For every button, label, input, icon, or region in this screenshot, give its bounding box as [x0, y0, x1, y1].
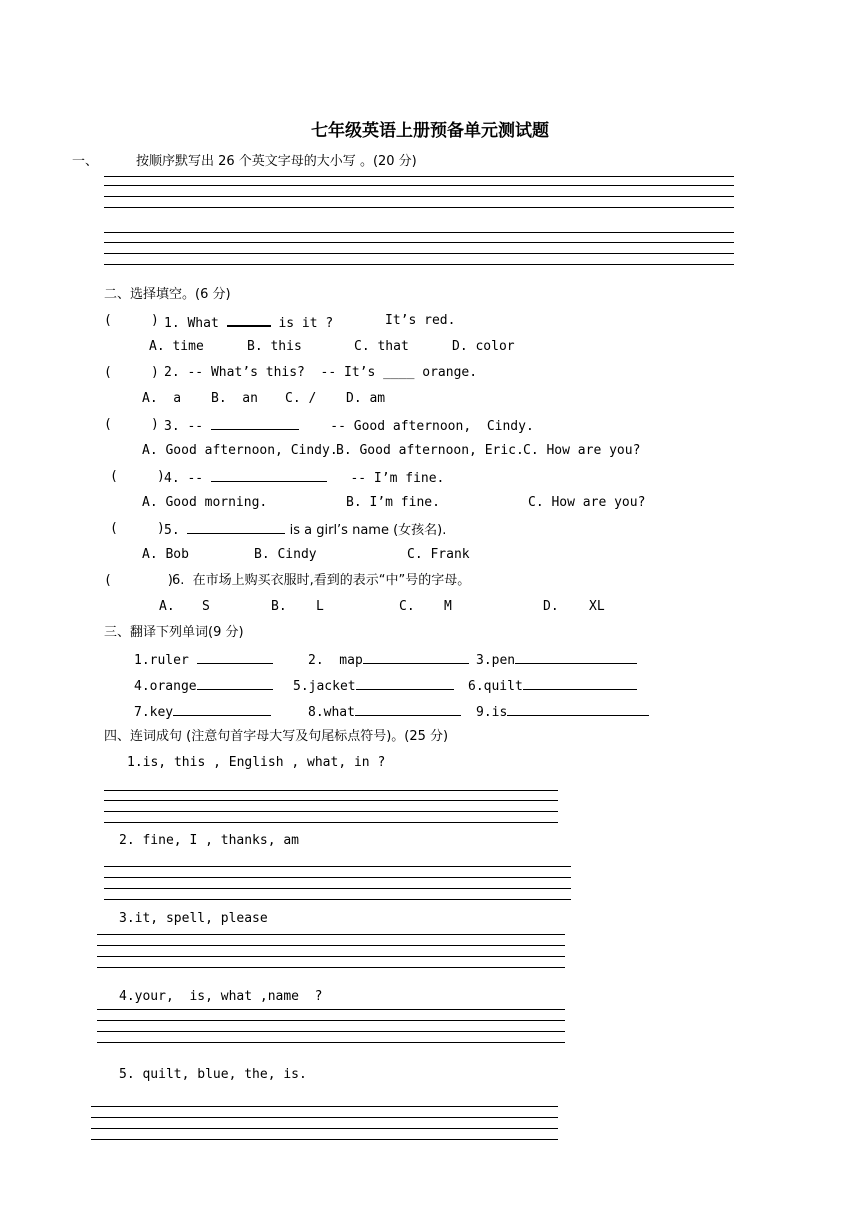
option: A. Good morning.	[142, 495, 268, 510]
answer-line	[104, 790, 558, 791]
option: B. this	[247, 339, 302, 354]
answer-line	[104, 185, 734, 186]
answer-paren: ( )	[104, 573, 175, 588]
fill-blank	[355, 703, 461, 716]
answer-paren: ( )	[110, 521, 165, 536]
option: B. I’m fine.	[346, 495, 440, 510]
option: A. a	[142, 391, 182, 406]
answer-line	[104, 242, 734, 243]
answer-line	[91, 1128, 558, 1129]
answer-line	[104, 888, 571, 889]
option: C. that	[354, 339, 409, 354]
answer-paren: ( )	[110, 469, 165, 484]
answer-paren: ( )	[104, 417, 159, 432]
answer-line	[97, 956, 565, 957]
option-value: L	[316, 599, 324, 614]
fill-blank	[227, 313, 271, 327]
question-1-answer: It’s red.	[385, 313, 456, 328]
option: D. color	[452, 339, 515, 354]
answer-line	[104, 176, 734, 177]
fill-blank	[197, 677, 273, 690]
answer-line	[97, 1020, 565, 1021]
option-value: M	[444, 599, 452, 614]
option: A. time	[149, 339, 204, 354]
word-item: 8.what	[308, 703, 461, 721]
section-4-heading: 四、连词成句 (注意句首字母大写及句尾标点符号)。(25 分)	[104, 729, 449, 744]
option: A. Good afternoon, Cindy.	[142, 443, 338, 458]
answer-line	[97, 967, 565, 968]
option-value: XL	[589, 599, 605, 614]
fill-blank	[356, 677, 454, 690]
word-item: 6.quilt	[468, 677, 637, 695]
word-item: 3.pen	[476, 651, 637, 669]
section-3-heading: 三、翻译下列单词(9 分)	[104, 625, 244, 640]
answer-line	[104, 264, 734, 265]
fill-blank	[363, 651, 469, 664]
section-2-heading: 二、选择填空。(6 分)	[104, 287, 231, 302]
answer-line	[97, 945, 565, 946]
question-3: 3. -- -- Good afternoon, Cindy.	[164, 419, 534, 434]
fill-blank	[187, 521, 285, 534]
option: D. am	[346, 391, 386, 406]
answer-line	[91, 1106, 558, 1107]
answer-line	[104, 232, 734, 233]
question-5: 5. is a girl’s name (女孩名).	[164, 523, 447, 538]
question-1: 1. What is it ?	[164, 313, 333, 332]
option: B. Good afternoon, Eric.	[336, 443, 524, 458]
sentence-item: 1.is, this , English , what, in ?	[127, 755, 386, 770]
question-6: 6. 在市场上购买衣服时,看到的表示“中”号的字母。	[172, 573, 471, 588]
answer-line	[104, 253, 734, 254]
answer-line	[104, 866, 571, 867]
option: B. an	[211, 391, 258, 406]
option: C. Frank	[407, 547, 470, 562]
option: C. How are you?	[528, 495, 646, 510]
sentence-item: 2. fine, I , thanks, am	[119, 833, 300, 848]
answer-line	[91, 1139, 558, 1140]
section-1-number: 一、	[72, 154, 99, 169]
word-item: 4.orange	[134, 677, 273, 695]
option-letter: C.	[399, 599, 415, 614]
option-letter: A.	[159, 599, 175, 614]
answer-line	[97, 1031, 565, 1032]
page-title: 七年级英语上册预备单元测试题	[311, 121, 549, 141]
answer-line	[97, 1042, 565, 1043]
answer-line	[104, 196, 734, 197]
answer-line	[104, 899, 571, 900]
fill-blank	[515, 651, 637, 664]
option: C. How are you?	[523, 443, 641, 458]
option-letter: D.	[543, 599, 559, 614]
option: A. Bob	[142, 547, 189, 562]
word-item: 9.is	[476, 703, 649, 721]
fill-blank	[507, 703, 649, 716]
answer-paren: ( )	[104, 365, 159, 380]
answer-line	[104, 811, 558, 812]
sentence-item: 3.it, spell, please	[119, 911, 268, 926]
answer-line	[104, 800, 558, 801]
option-value: S	[202, 599, 210, 614]
word-item: 7.key	[134, 703, 271, 721]
fill-blank	[211, 417, 299, 430]
answer-line	[104, 207, 734, 208]
option: B. Cindy	[254, 547, 317, 562]
section-1-instruction: 按顺序默写出 26 个英文字母的大小写 。(20 分)	[136, 154, 417, 169]
fill-blank	[523, 677, 637, 690]
answer-line	[104, 877, 571, 878]
fill-blank	[211, 469, 327, 482]
answer-paren: ( )	[104, 313, 159, 328]
fill-blank	[197, 651, 273, 664]
answer-line	[104, 822, 558, 823]
word-item: 1.ruler	[134, 651, 273, 669]
sentence-item: 4.your, is, what ,name ?	[119, 989, 323, 1004]
word-item: 2. map	[308, 651, 469, 669]
word-item: 5.jacket	[293, 677, 454, 695]
fill-blank	[173, 703, 271, 716]
answer-line	[91, 1117, 558, 1118]
answer-line	[97, 1009, 565, 1010]
sentence-item: 5. quilt, blue, the, is.	[119, 1067, 307, 1082]
answer-line	[97, 934, 565, 935]
option: C. /	[285, 391, 317, 406]
question-2: 2. -- What’s this? -- It’s ____ orange.	[164, 365, 478, 380]
option-letter: B.	[271, 599, 287, 614]
question-4: 4. -- -- I’m fine.	[164, 471, 445, 486]
